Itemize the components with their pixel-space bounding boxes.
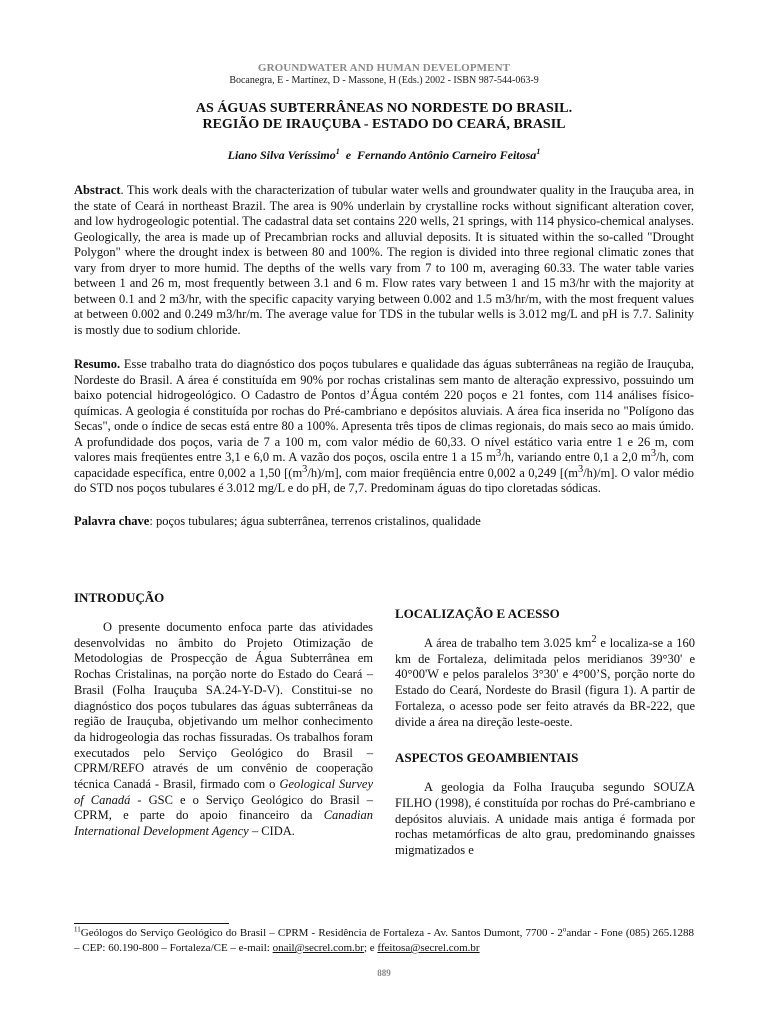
superscript: 3: [496, 447, 502, 459]
localizacao-text: A área de trabalho tem 3.025 km: [424, 636, 592, 650]
section-heading-aspectos: ASPECTOS GEOAMBIENTAIS: [395, 750, 579, 766]
superscript: 3: [650, 447, 657, 459]
resumo-label: Resumo.: [74, 357, 121, 371]
page-number: 889: [377, 968, 391, 978]
resumo-paragraph: [74, 357, 694, 497]
title-line-2: REGIÃO DE IRAUÇUBA - ESTADO DO CEARÁ, BRASIL: [202, 117, 566, 132]
keywords-text: : poços tubulares; água subterrânea, terrenos cristalinos, qualidade: [149, 513, 481, 528]
intro-text: - GSC e o Serviço Geológico do Brasil – CPRM, e parte do apoio financeiro da: [74, 792, 374, 823]
intro-text: O presente documento enfoca parte das atividades desenvolvidas no âmbito do Projeto Otimização de Metodologias de Prospecção de Água Subterrânea em Rochas Cristalinas, na porção norte do Estado do Ceará – Brasil (Folha Irauçuba SA.24-Y-D-V). Constitui-se no diagnóstico dos poços tubulares das águas subterrâneas da região de Irauçuba, objetivando um melhor conhecimento da hidrogeologia das rochas fissuradas. Os trabalhos foram executados pelo Serviço Geológico do Brasil – CPRM/REFO através de um convênio de cooperação técnica Canadá - Brasil, firmado com o: [74, 620, 373, 792]
intro-italic: Canadian International Development Agency: [74, 808, 373, 839]
section-heading-localizacao: LOCALIZAÇÃO E ACESSO: [395, 606, 560, 621]
footnote-text: ; e: [363, 942, 378, 954]
intro-italic: Geological Survey of Canadá: [74, 777, 373, 807]
localizacao-paragraph: [395, 633, 695, 730]
superscript: o: [562, 925, 567, 934]
author-separator: e: [345, 148, 352, 162]
author-1: Liano Silva Veríssimo: [227, 148, 336, 162]
footnote-text: andar - Fone (085) 265.1288 – CEP: 60.190-800 – Fortaleza/CE – e-mail:: [74, 927, 695, 954]
left-column: [74, 590, 373, 840]
email-link-2[interactable]: ffeitosa@secrel.com.br: [377, 942, 480, 954]
paper-page: [74, 62, 694, 529]
resumo-text: /h)/m]. O valor médio do STD nos poços tubulares é 3.012 mg/L e do pH, de 7,7. Predominam águas do tipo cloretadas sódicas.: [74, 465, 694, 495]
abstract-paragraph: [74, 183, 694, 338]
keywords-label: Palavra chave: [74, 513, 150, 528]
aspectos-paragraph: A geologia da Folha Irauçuba segundo SOUZA FILHO (1998), é constituída por rochas do Pré-cambriano e depósitos aluviais. A unidade mais antiga é formada por rochas metamórficas de alto grau, predominando gnaisses migmatizados e: [395, 780, 695, 858]
resumo-text: Esse trabalho trata do diagnóstico dos poços tubulares e qualidade das águas subterrâneas na região de Irauçuba, Nordeste do Brasil. A área é constituída em 90% por rochas cristalinas sem manto de alteração expressivo, possuindo um baixo potencial hidrogeológico. O Cadastro de Pontos d’Água contém 220 poços e 21 fontes, com 114 análises físico-químicas. A geologia é constituída por rochas do Pré-cambriano e depósitos aluviais. A área fica inserida no "Polígono das Secas", onde o índice de secas está entre 80 a 100%. Apresenta três tipos de climas regionais, do mais seco ao mais úmido. A profundidade dos poços, varia de 7 a 100 m, com valor médio de 60,33. O nível estático varia entre 1 e 26 m, com valores mais freqüentes entre 3,1 e 6,0 m. A vazão dos poços, oscila entre 1 a 15 m: [74, 357, 694, 464]
email-link-1[interactable]: onail@secrel.com.br: [272, 942, 364, 954]
footnote-divider: [74, 923, 229, 924]
resumo-text: /h)/m], com maior freqüência entre 0,002 a 0,249 [(m: [307, 465, 578, 480]
superscript: 3: [302, 463, 308, 475]
resumo-text: /h, com capacidade específica, entre 0,002 a 1,50 [(m: [74, 450, 694, 480]
paper-title: [74, 101, 694, 133]
author-2: Fernando Antônio Carneiro Feitosa: [357, 148, 537, 162]
abstract-text: . This work deals with the characterization of tubular water wells and groundwater quality in the Irauçuba area, in the state of Ceará in northeast Brazil. The area is 90% underlain by crystalline rocks without significant alteration cover, and low hydrogeologic potential. The cadastral data set contains 220 wells, 21 springs, with 114 physico-chemical analyses. Geologically, the area is made up of Precambrian rocks and alluvial deposits. It is situated within the so-called "Drought Polygon" where the drought index is between 80 and 100%. The region is divided into three regional climatic zones that vary from dryer to more humid. The depths of the wells vary from 7 to 100 m, averaging 60.33. The water table varies between 1 and 26 m, most frequently between 3.1 and 6 m. Flow rates vary between 1 and 15 m3/hr with the majority at between 0.1 and 2 m3/hr, with the specific capacity varying between 0.002 and 1.5 m3/hr/m, with the most frequent values at between 0.002 and 0.249 m3/hr/m. The average value for TDS in the tubular wells is 3.012 mg/L and pH is 7.7. Salinity is mostly due to sodium chloride.: [74, 183, 694, 337]
running-header-citation: Bocanegra, E - Martínez, D - Massone, H (Eds.) 2002 - ISBN 987-544-063-9: [229, 75, 539, 86]
title-line-1: AS ÁGUAS SUBTERRÂNEAS NO NORDESTE DO BRASIL.: [195, 101, 573, 116]
footnote-mark: 11: [74, 925, 81, 934]
intro-text: – CIDA.: [248, 824, 295, 839]
section-heading-introducao: INTRODUÇÃO: [74, 590, 165, 605]
affiliation-mark: 1: [536, 147, 541, 156]
abstract-label: Abstract: [74, 183, 121, 197]
footnote-text: Geólogos do Serviço Geológico do Brasil – CPRM - Residência de Fortaleza - Av. Santos Dumont, 7700 - 2: [80, 927, 563, 939]
intro-paragraph: [74, 620, 373, 840]
affiliation-mark: 1: [335, 147, 340, 156]
localizacao-text: e localiza-se a 160 km de Fortaleza, delimitada pelos meridianos 39°30' e 40°00'W e pelos paralelos 3°30' e 4°00’S, porção norte do Estado do Ceará, Nordeste do Brasil (figura 1). A partir de Fortaleza, o acesso pode ser feito através da BR-222, que divide a área na direção leste-oeste.: [395, 636, 695, 729]
author-list: [74, 148, 694, 163]
running-header-series: GROUNDWATER AND HUMAN DEVELOPMENT: [257, 62, 511, 74]
superscript: 2: [591, 633, 597, 645]
right-column: [395, 606, 695, 859]
superscript: 3: [577, 463, 584, 475]
resumo-text: /h, variando entre 0,1 a 2,0 m: [501, 450, 651, 464]
keywords-paragraph: [74, 514, 694, 530]
footnote: [74, 926, 694, 956]
